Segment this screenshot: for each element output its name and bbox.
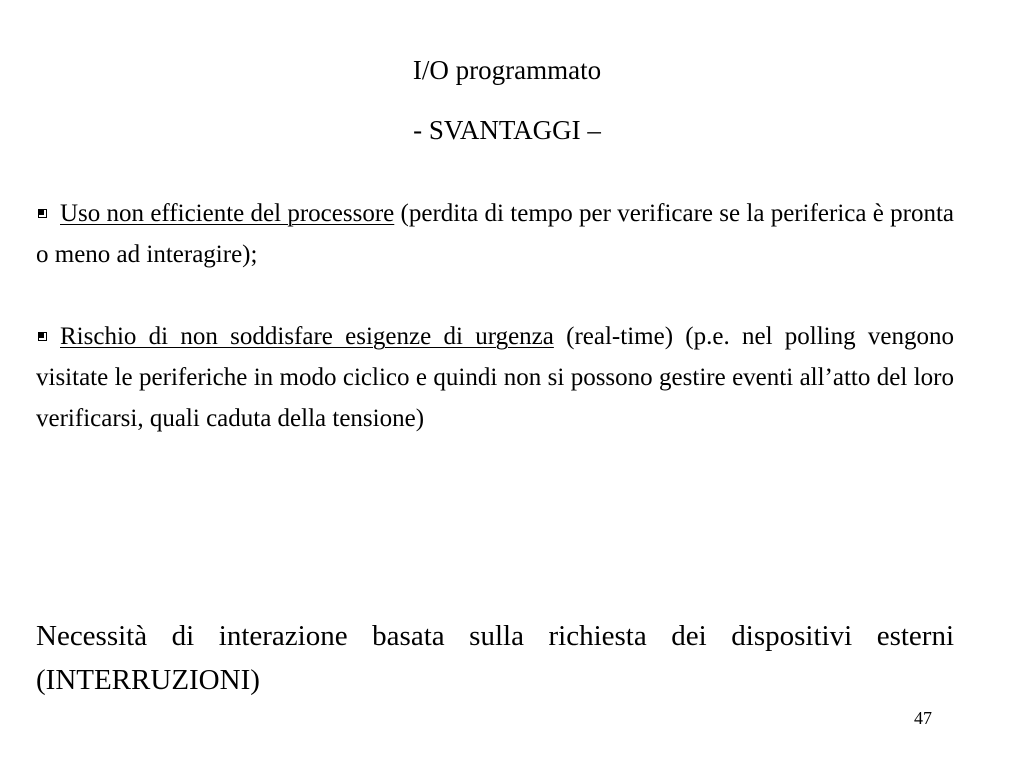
bullet-underlined-text: Rischio di non soddisfare esigenze di urgenza: [60, 323, 554, 350]
bullet-item: [36, 316, 954, 439]
bullet-text: (real-time) (p.e. nel polling vengono visitate le periferiche in modo ciclico e quindi non si possono gestire eventi all’atto del loro verificarsi, quali caduta della tensione): [36, 323, 954, 432]
page-number: 47: [914, 708, 932, 728]
square-bullet-icon: [38, 332, 47, 341]
bullet-underlined-text: Uso non efficiente del processore: [60, 200, 395, 227]
bullet-text: (perdita di tempo per verificare se la periferica è pronta o meno ad interagire);: [36, 200, 954, 268]
slide-subtitle: - SVANTAGGI –: [413, 115, 601, 145]
conclusion-text: Necessità di interazione basata sulla richiesta dei dispositivi esterni (INTERRUZIONI): [36, 620, 954, 696]
square-bullet-icon: [38, 209, 47, 218]
bullet-item: [36, 193, 954, 275]
slide-title: I/O programmato: [412, 55, 602, 85]
